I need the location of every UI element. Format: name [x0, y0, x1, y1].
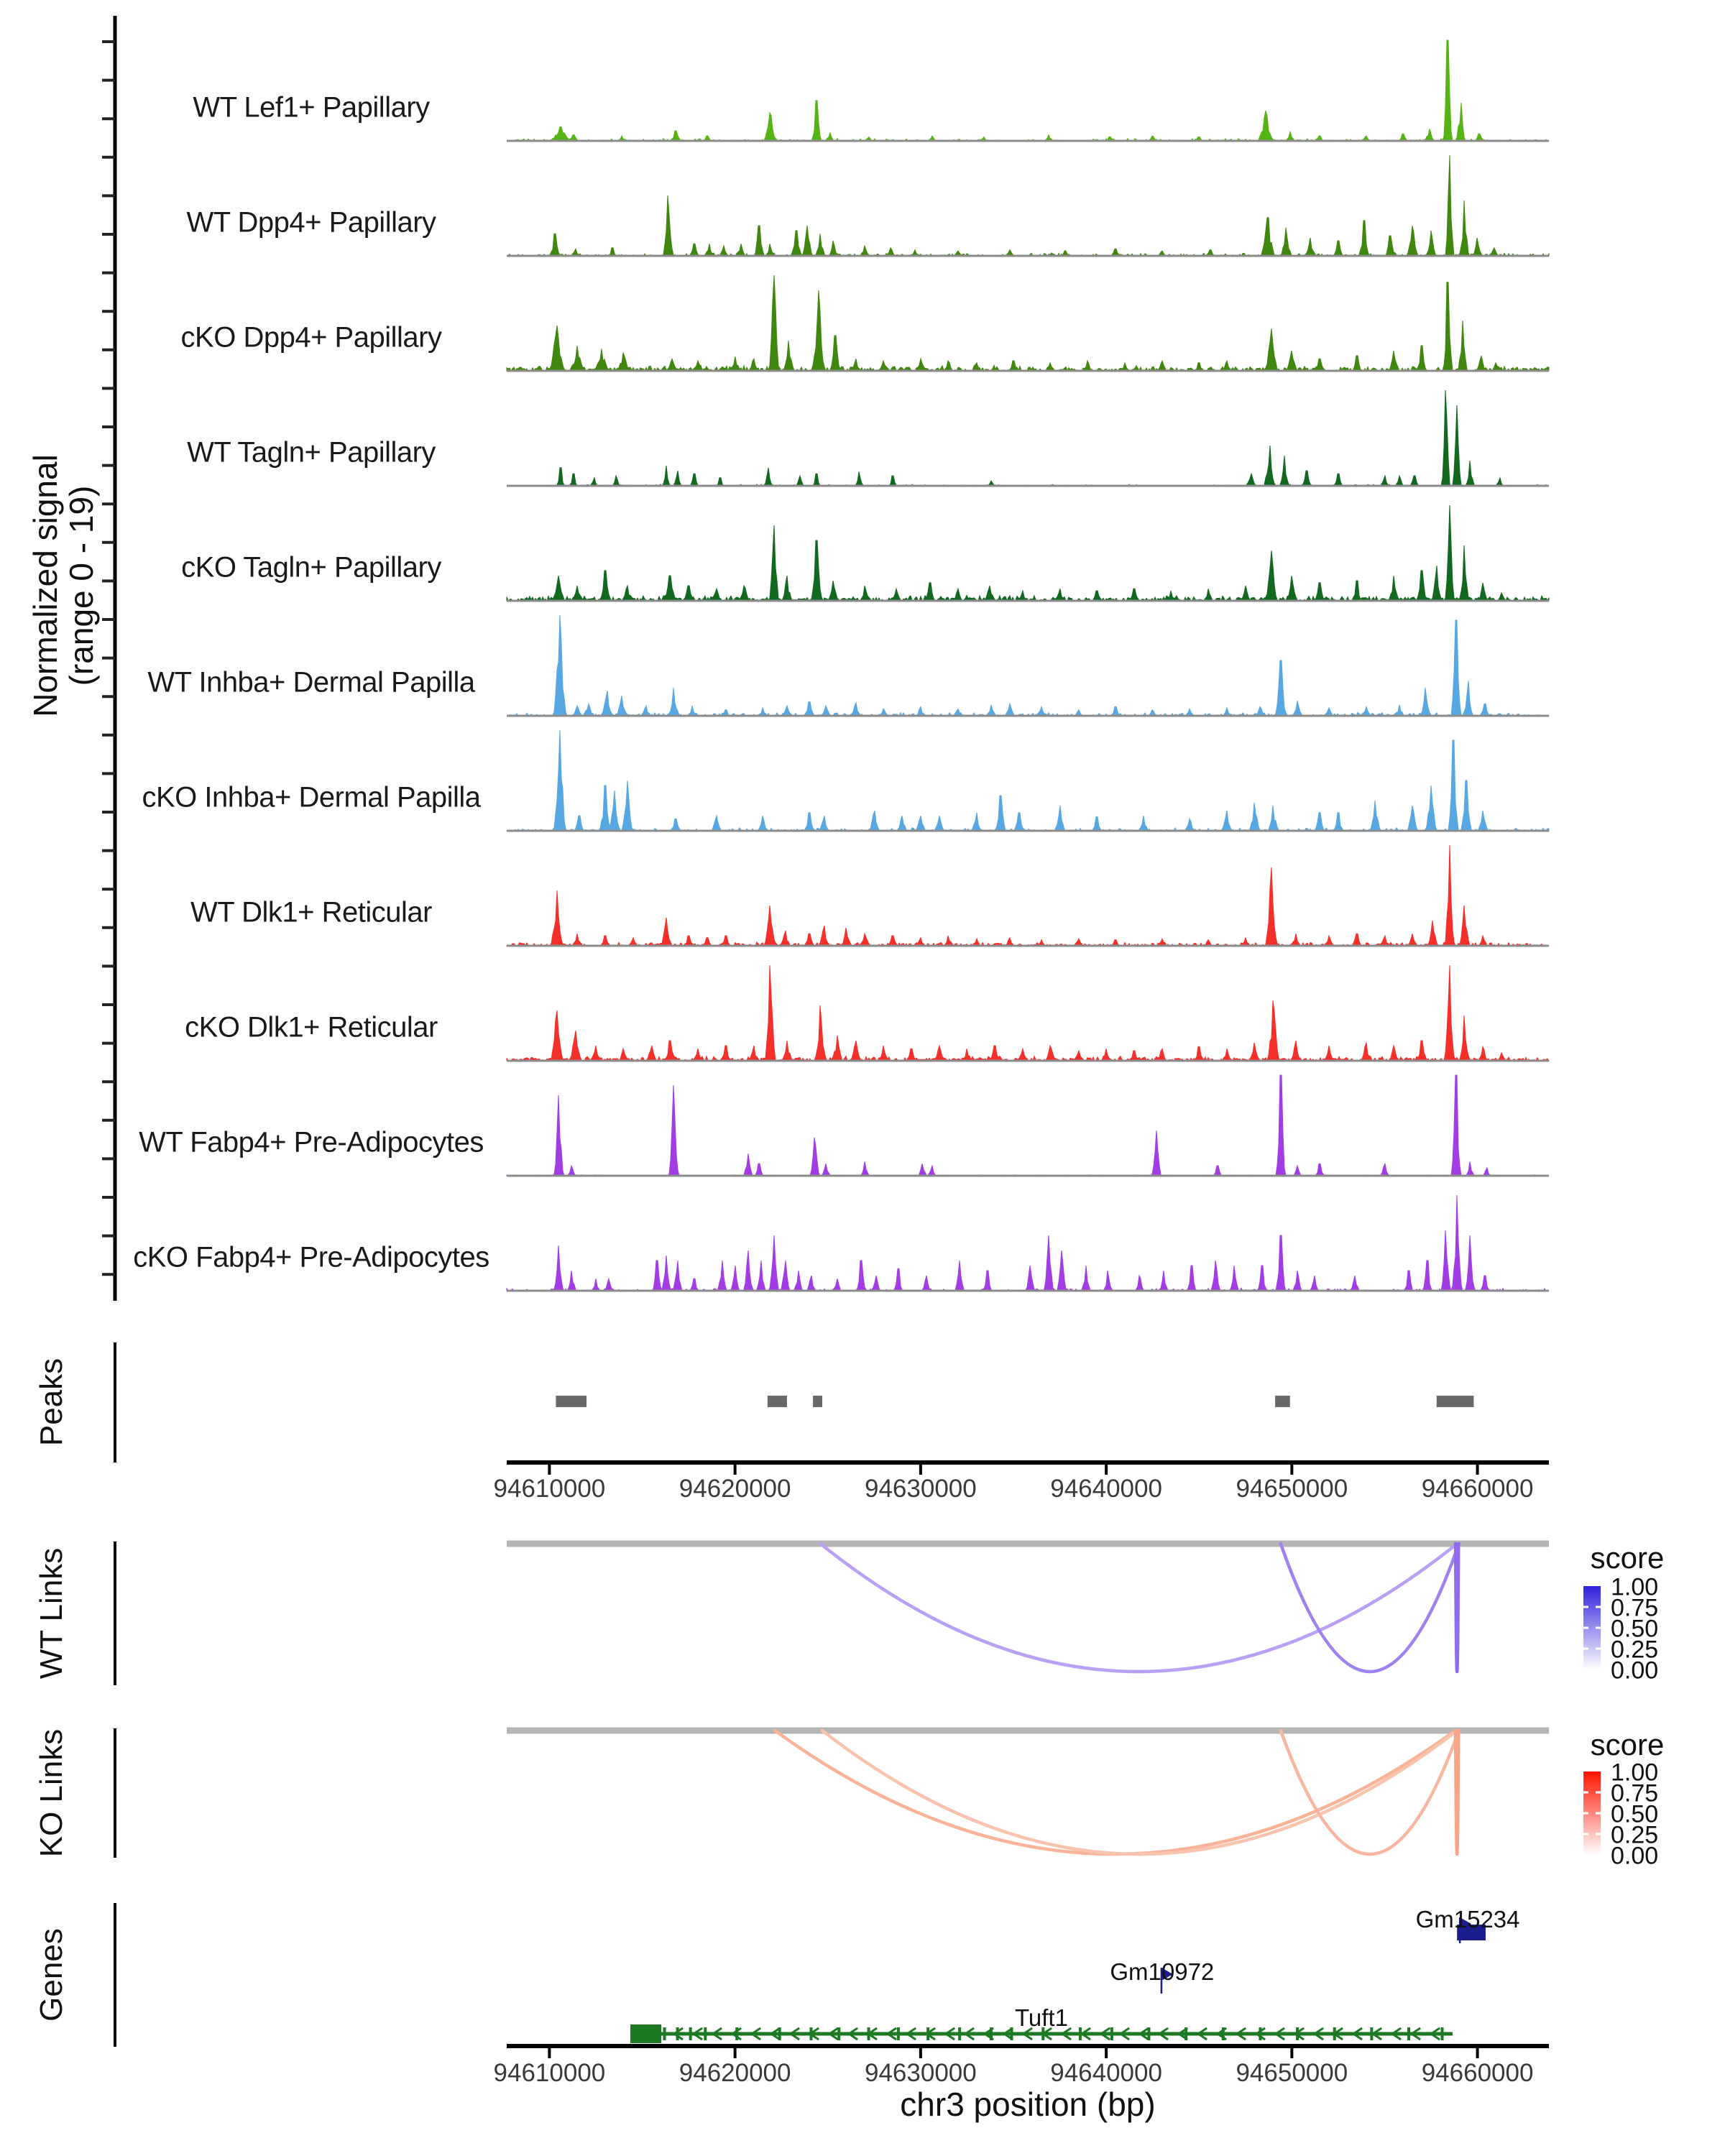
gene-exon-tick [1110, 2027, 1113, 2040]
gene-exon-tick [676, 2027, 679, 2040]
wt-links-legend-tick: 0.25 [1611, 1636, 1659, 1664]
x-axis-peaks-tick-label: 94650000 [1236, 1475, 1348, 1503]
signal-track-8 [507, 845, 1549, 946]
track-label-7: cKO Inhba+ Dermal Papilla [142, 781, 481, 814]
gene-exon-tick [958, 2027, 961, 2040]
ko-links-legend-title: score [1590, 1728, 1665, 1761]
signal-area [507, 845, 1549, 946]
signal-track-4 [507, 390, 1549, 486]
peak-interval [813, 1396, 822, 1407]
ko-links-legend-tick: 0.00 [1611, 1842, 1659, 1870]
track-label-4: WT Tagln+ Papillary [187, 436, 436, 469]
ko-links-arc [775, 1731, 1455, 1854]
signal-area [507, 155, 1549, 256]
x-axis-peaks-tick-label: 94630000 [864, 1475, 977, 1503]
wt-links [507, 1544, 1601, 1672]
signal-track-3 [507, 275, 1549, 371]
gene-label-tuft1: Tuft1 [1014, 2004, 1068, 2031]
x-axis-peaks-tick-label: 94640000 [1050, 1475, 1162, 1503]
track-label-2: WT Dpp4+ Papillary [186, 206, 436, 239]
signal-track-1 [507, 40, 1549, 141]
signal-area [507, 1195, 1549, 1291]
wt-links-legend-title: score [1590, 1541, 1665, 1575]
ko-links [507, 1731, 1601, 1855]
gene-exon-tick [689, 2027, 692, 2040]
signal-area [507, 390, 1549, 486]
x-axis-peaks-tick-label: 94610000 [493, 1475, 606, 1503]
signal-area [507, 730, 1549, 831]
gene-exon-tick [704, 2027, 707, 2040]
track-label-9: cKO Dlk1+ Reticular [185, 1011, 438, 1044]
wt-links-legend-tick: 0.75 [1611, 1594, 1659, 1622]
signal-track-5 [507, 505, 1549, 601]
ko-links-legend-tick: 0.75 [1611, 1779, 1659, 1807]
x-axis-peaks-tick-label: 94660000 [1421, 1475, 1534, 1503]
signal-area [507, 40, 1549, 141]
y-axis-label [27, 454, 99, 717]
gene-exon-box-tuft1 [630, 2024, 661, 2043]
peaks-row [556, 1396, 1473, 1407]
gene-label-gm10972: Gm10972 [1110, 1958, 1215, 1985]
peak-interval [556, 1396, 586, 1407]
gene-exon-tick [663, 2027, 666, 2040]
x-axis-title: chr3 position (bp) [900, 2086, 1156, 2123]
section-label-peaks: Peaks [34, 1358, 69, 1447]
wt-links-arc [1455, 1544, 1458, 1672]
peak-interval [768, 1396, 787, 1407]
track-label-1: WT Lef1+ Papillary [193, 91, 430, 124]
x-axis-genes [507, 2046, 1549, 2058]
track-label-10: WT Fabp4+ Pre-Adipocytes [139, 1126, 484, 1158]
track-label-5: cKO Tagln+ Papillary [181, 551, 441, 584]
ko-links-legend-tick: 0.50 [1611, 1800, 1659, 1828]
ko-links-legend-tick: 1.00 [1611, 1759, 1659, 1787]
y-axis-label-line1: Normalized signal [27, 454, 64, 717]
section-label-genes: Genes [34, 1928, 69, 2022]
ko-links-legend-tick: 0.25 [1611, 1821, 1659, 1849]
signal-track-2 [507, 155, 1549, 256]
track-label-3: cKO Dpp4+ Papillary [180, 321, 442, 354]
gene-exon-tick [897, 2027, 900, 2040]
x-axis-peaks [507, 1462, 1549, 1475]
signal-track-11 [507, 1195, 1549, 1291]
section-label-ko-links: KO Links [34, 1728, 69, 1858]
wt-links-arc [820, 1544, 1457, 1672]
x-axis-genes-tick-label: 94650000 [1236, 2059, 1348, 2087]
y-axis-label-line2: (range 0 - 19) [63, 485, 100, 686]
left-ruler [102, 16, 115, 1301]
peak-interval [1437, 1396, 1474, 1407]
signal-track-9 [507, 965, 1549, 1061]
x-axis-genes-tick-label: 94620000 [678, 2059, 791, 2087]
signal-area [507, 615, 1549, 716]
x-axis-genes-tick-label: 94660000 [1421, 2059, 1534, 2087]
section-label-wt-links: WT Links [34, 1547, 69, 1680]
x-axis-genes-tick-label: 94640000 [1050, 2059, 1162, 2087]
signal-area [507, 1075, 1549, 1176]
ko-links-arc [822, 1731, 1457, 1854]
ko-links-arc [1455, 1731, 1458, 1854]
track-label-8: WT Dlk1+ Reticular [190, 896, 432, 929]
wt-links-legend-tick: 0.50 [1611, 1615, 1659, 1643]
gene-exon-tick [1259, 2027, 1261, 2040]
signal-area [507, 275, 1549, 371]
wt-links-legend-tick: 1.00 [1611, 1573, 1659, 1601]
peak-interval [1275, 1396, 1290, 1407]
x-axis-genes-tick-label: 94630000 [864, 2059, 977, 2087]
signal-track-6 [507, 615, 1549, 716]
wt-links-legend-tick: 0.00 [1611, 1657, 1659, 1685]
gene-label-gm15234: Gm15234 [1415, 1906, 1520, 1932]
signal-area [507, 505, 1549, 601]
x-axis-peaks-tick-label: 94620000 [678, 1475, 791, 1503]
track-label-11: cKO Fabp4+ Pre-Adipocytes [133, 1241, 489, 1273]
track-label-6: WT Inhba+ Dermal Papilla [147, 666, 475, 699]
signal-track-10 [507, 1075, 1549, 1176]
gene-exon-tick [1441, 2027, 1444, 2040]
x-axis-genes-tick-label: 94610000 [493, 2059, 606, 2087]
signal-area [507, 965, 1549, 1061]
signal-track-7 [507, 730, 1549, 831]
